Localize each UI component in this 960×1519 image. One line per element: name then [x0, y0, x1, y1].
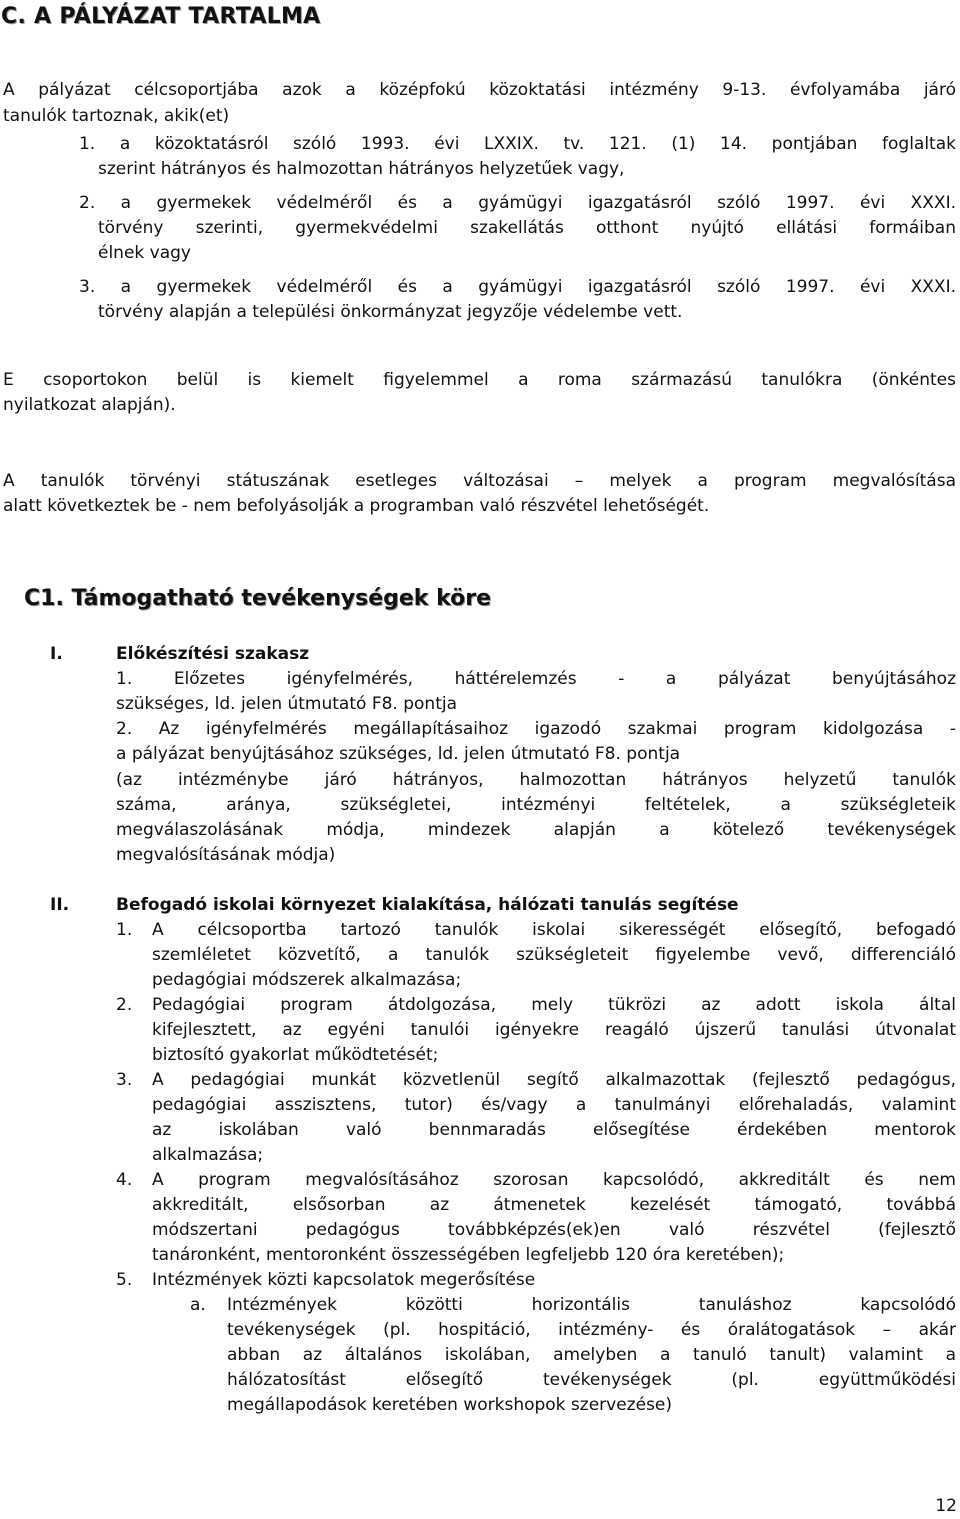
part-1-note-line-4: megvalósításának módja)	[116, 845, 336, 865]
part-2-item-1-line-1: A célcsoportba tartozó tanulók iskolai sikerességét elősegítő, befogadó	[152, 920, 956, 940]
part-1-item-1-line-1: 1. Előzetes igényfelmérés, háttérelemzés - a pályázat benyújtásához	[116, 669, 956, 689]
part-2-item-5-number: 5.	[116, 1270, 133, 1290]
part-2-item-3-line-1: A pedagógiai munkát közvetlenül segítő alkalmazottak (fejlesztő pedagógus,	[152, 1070, 956, 1090]
part-1-item-2-line-2: a pályázat benyújtásához szükséges, ld. jelen útmutató F8. pontja	[116, 744, 681, 764]
part-2-numeral: II.	[50, 895, 70, 915]
part-2-item-2-number: 2.	[116, 995, 133, 1015]
criterion-3-line-2: törvény alapján a települési önkormányzat jegyzője védelembe vett.	[98, 302, 683, 322]
part-2-item-1-line-2: szemléletet közvetítő, a tanulók szükségleteit figyelembe vevő, differenciáló	[152, 945, 956, 965]
part-2-sub-a-line-2: tevékenységek (pl. hospitáció, intézmény- és óralátogatások – akár	[227, 1320, 956, 1340]
status-para-line-2: alatt következtek be - nem befolyásolják a programban való részvétel lehetőségét.	[3, 496, 710, 516]
part-2-item-2-line-2: kifejlesztett, az egyéni tanulói igényekre reagáló újszerű tanulási útvonalat	[152, 1020, 956, 1040]
part-2-item-4-line-2: akkreditált, elsősorban az átmenetek kezelését támogató, továbbá	[152, 1195, 956, 1215]
page-heading: C. A PÁLYÁZAT TARTALMA	[1, 4, 321, 29]
criterion-1-line-2: szerint hátrányos és halmozottan hátrányos helyzetűek vagy,	[98, 159, 625, 179]
criterion-2-line-1: 2. a gyermekek védelméről és a gyámügyi igazgatásról szóló 1997. évi XXXI.	[79, 193, 956, 213]
part-1-item-1-line-2: szükséges, ld. jelen útmutató F8. pontja	[116, 694, 457, 714]
part-2-item-1-number: 1.	[116, 920, 133, 940]
part-2-title: Befogadó iskolai környezet kialakítása, hálózati tanulás segítése	[116, 895, 739, 915]
roma-para-line-1: E csoportokon belül is kiemelt figyelemmel a roma származású tanulókra (önkéntes	[3, 370, 956, 390]
part-2-sub-a-line-3: abban az általános iskolában, amelyben a tanuló tanult) valamint a	[227, 1345, 956, 1365]
part-1-note-line-2: száma, aránya, szükségletei, intézményi feltételek, a szükségleteik	[116, 795, 956, 815]
part-2-item-3-line-3: az iskolában való bennmaradás elősegítése érdekében mentorok	[152, 1120, 956, 1140]
part-1-note-line-1: (az intézménybe járó hátrányos, halmozottan hátrányos helyzetű tanulók	[116, 770, 956, 790]
criterion-1-line-1: 1. a közoktatásról szóló 1993. évi LXXIX. tv. 121. (1) 14. pontjában foglaltak	[79, 134, 956, 154]
criterion-2-line-3: élnek vagy	[98, 243, 191, 263]
part-2-item-4-number: 4.	[116, 1170, 133, 1190]
intro-line-1: A pályázat célcsoportjába azok a középfokú közoktatási intézmény 9-13. évfolyamába járó	[3, 80, 956, 100]
part-1-numeral: I.	[50, 644, 63, 664]
part-2-item-1-line-3: pedagógiai módszerek alkalmazása;	[152, 970, 462, 990]
part-2-item-3-number: 3.	[116, 1070, 133, 1090]
intro-line-2: tanulók tartoznak, akik(et)	[3, 106, 230, 126]
part-2-item-4-line-1: A program megvalósításához szorosan kapcsolódó, akkreditált és nem	[152, 1170, 956, 1190]
part-1-item-2-line-1: 2. Az igényfelmérés megállapításaihoz igazodó szakmai program kidolgozása -	[116, 719, 956, 739]
page-number: 12	[935, 1496, 957, 1516]
part-2-sub-a-line-1: Intézmények közötti horizontális tanuláshoz kapcsolódó	[227, 1295, 956, 1315]
part-1-note-line-3: megválaszolásának módja, mindezek alapján a kötelező tevékenységek	[116, 820, 956, 840]
part-2-item-2-line-1: Pedagógiai program átdolgozása, mely tükrözi az adott iskola által	[152, 995, 956, 1015]
part-1-title: Előkészítési szakasz	[116, 644, 310, 664]
status-para-line-1: A tanulók törvényi státuszának esetleges változásai – melyek a program megvalósítása	[3, 471, 956, 491]
part-2-item-4-line-3: módszertani pedagógus továbbképzés(ek)en való részvétel (fejlesztő	[152, 1220, 956, 1240]
part-2-item-3-line-2: pedagógiai asszisztens, tutor) és/vagy a tanulmányi előrehaladás, valamint	[152, 1095, 956, 1115]
part-2-item-2-line-3: biztosító gyakorlat működtetését;	[152, 1045, 439, 1065]
criterion-2-line-2: törvény szerinti, gyermekvédelmi szakellátás otthont nyújtó ellátási formáiban	[98, 218, 956, 238]
part-2-item-5-line-1: Intézmények közti kapcsolatok megerősítése	[152, 1270, 536, 1290]
part-2-item-4-line-4: tanáronként, mentoronként összességében legfeljebb 120 óra keretében);	[152, 1245, 785, 1265]
part-2-item-3-line-4: alkalmazása;	[152, 1145, 264, 1165]
roma-para-line-2: nyilatkozat alapján).	[3, 395, 176, 415]
section-c1-heading: C1. Támogatható tevékenységek köre	[24, 586, 491, 611]
part-2-sub-a-line-5: megállapodások keretében workshopok szervezése)	[227, 1395, 673, 1415]
part-2-sub-a-line-4: hálózatosítást elősegítő tevékenységek (pl. együttműködési	[227, 1370, 956, 1390]
criterion-3-line-1: 3. a gyermekek védelméről és a gyámügyi igazgatásról szóló 1997. évi XXXI.	[79, 277, 956, 297]
part-2-sub-a-letter: a.	[190, 1295, 206, 1315]
